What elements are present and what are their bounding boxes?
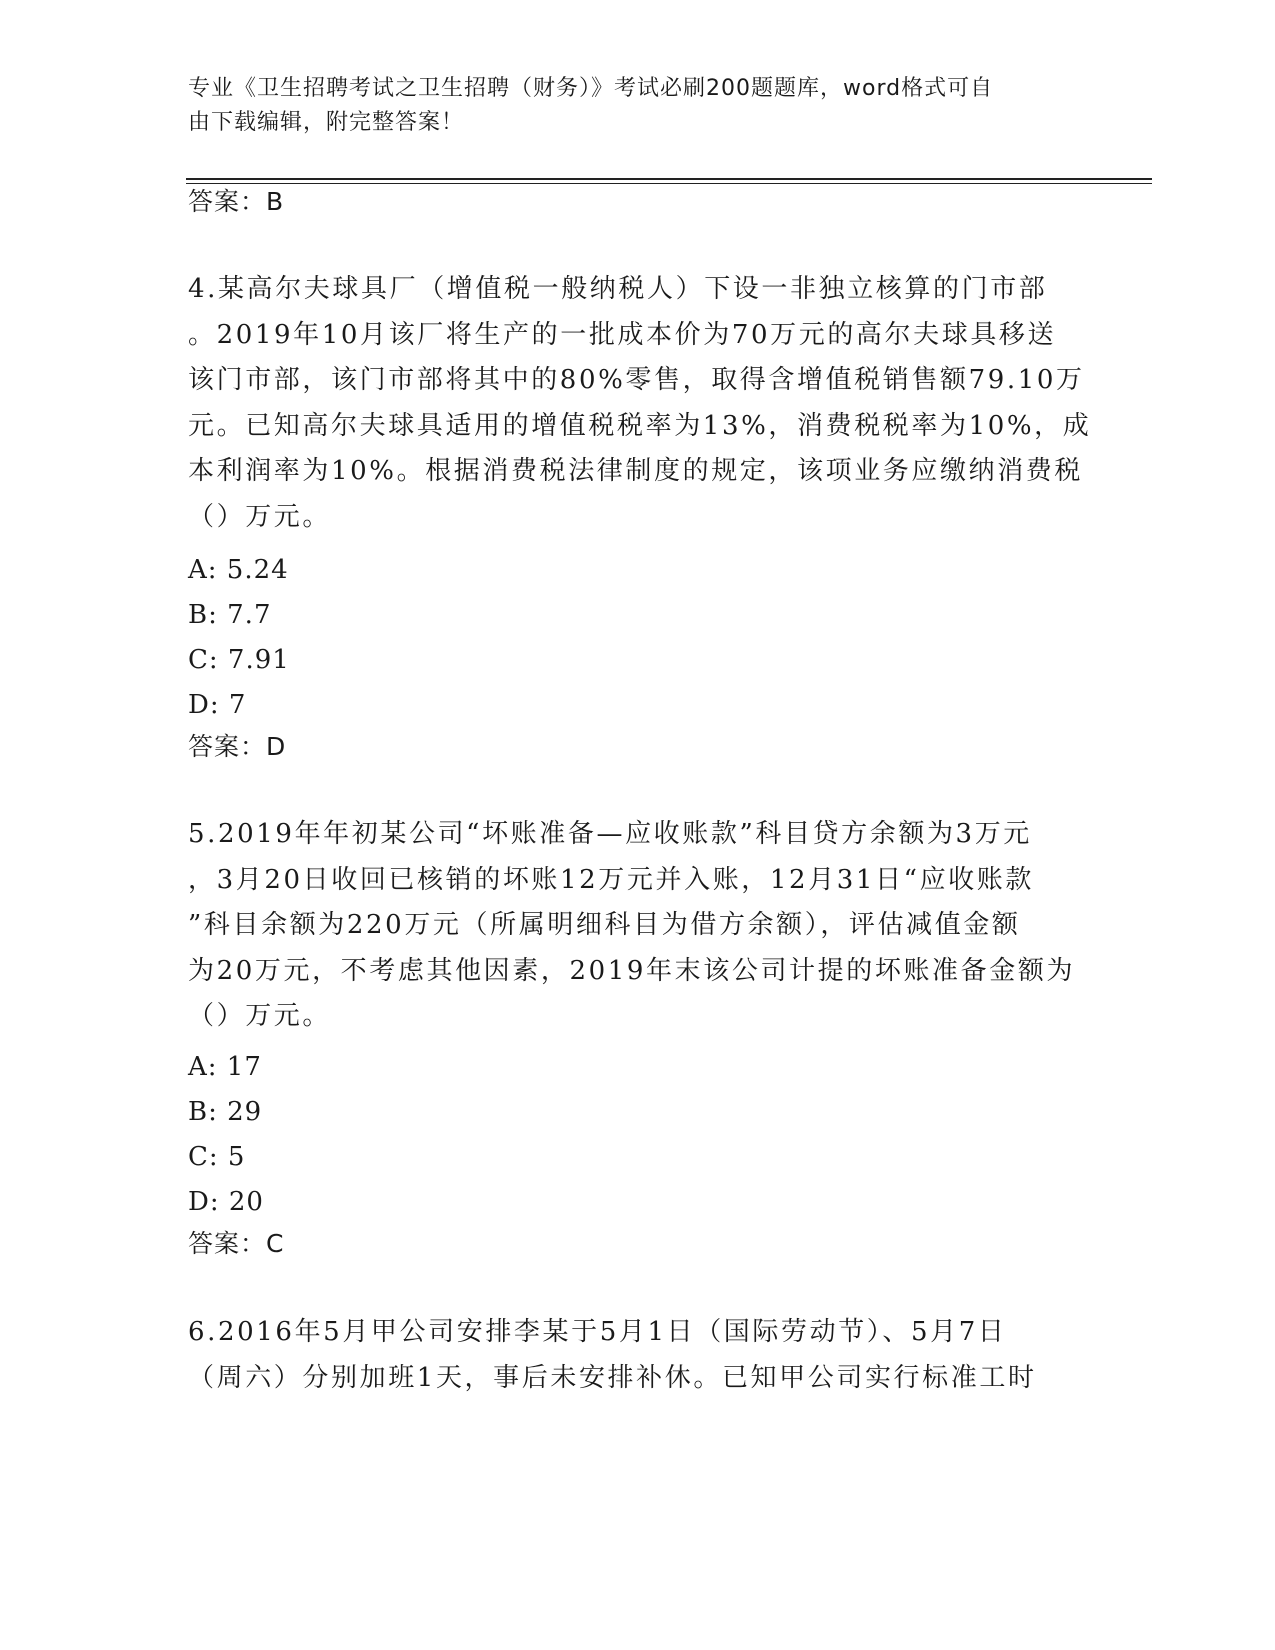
question-4-option-c: C: 7.91 xyxy=(188,645,290,675)
question-6-line: 6.2016年5月甲公司安排李某于5月1日（国际劳动节）、5月7日 xyxy=(188,1317,1007,1347)
question-4-line: （）万元。 xyxy=(188,501,332,532)
question-4-option-a: A: 5.24 xyxy=(188,555,289,585)
question-4-text xyxy=(188,267,1092,540)
question-5-line: （）万元。 xyxy=(188,1001,332,1031)
question-4-line: 。2019年10月该厂将生产的一批成本价为70万元的高尔夫球具移送 xyxy=(188,319,1057,350)
question-4-line: 本利润率为10%。根据消费税法律制度的规定，该项业务应缴纳消费税 xyxy=(188,456,1083,486)
document-header xyxy=(188,72,1068,140)
question-4-line: 4.某高尔夫球具厂（增值税一般纳税人）下设一非独立核算的门市部 xyxy=(188,274,1048,304)
question-4-option-b: B: 7.7 xyxy=(188,600,272,630)
question-6-line: （周六）分别加班1天，事后未安排补休。已知甲公司实行标准工时 xyxy=(188,1362,1037,1393)
header-title-line-2: 由下载编辑，附完整答案！ xyxy=(188,110,465,135)
question-5-option-a: A: 17 xyxy=(188,1052,262,1082)
question-5-line: 为20万元，不考虑其他因素，2019年末该公司计提的坏账准备金额为 xyxy=(188,955,1076,986)
question-4-option-d: D: 7 xyxy=(188,690,247,720)
question-4-line: 元。已知高尔夫球具适用的增值税税率为13%，消费税税率为10%，成 xyxy=(188,410,1092,441)
header-divider-thin xyxy=(186,183,1152,184)
question-5-line: 5.2019年年初某公司“坏账准备—应收账款”科目贷方余额为3万元 xyxy=(188,819,1032,849)
header-divider-thick xyxy=(186,178,1152,180)
question-4-answer: 答案：D xyxy=(188,732,287,761)
question-5-text xyxy=(188,812,1088,1040)
previous-answer: 答案：B xyxy=(188,187,285,216)
question-4-line: 该门市部，该门市部将其中的80%零售，取得含增值税销售额79.10万 xyxy=(188,365,1085,395)
question-5-answer: 答案：C xyxy=(188,1229,285,1258)
header-title-line-1: 专业《卫生招聘考试之卫生招聘（财务）》考试必刷200题题库，word格式可自 xyxy=(188,76,994,101)
question-5-option-d: D: 20 xyxy=(188,1187,264,1217)
question-5-option-c: C: 5 xyxy=(188,1142,246,1172)
question-6-text xyxy=(188,1310,1088,1401)
question-5-line: ”科目余额为220万元（所属明细科目为借方余额），评估减值金额 xyxy=(188,910,1021,940)
question-5-line: ，3月20日收回已核销的坏账12万元并入账，12月31日“应收账款 xyxy=(188,864,1034,895)
question-5-option-b: B: 29 xyxy=(188,1097,263,1127)
